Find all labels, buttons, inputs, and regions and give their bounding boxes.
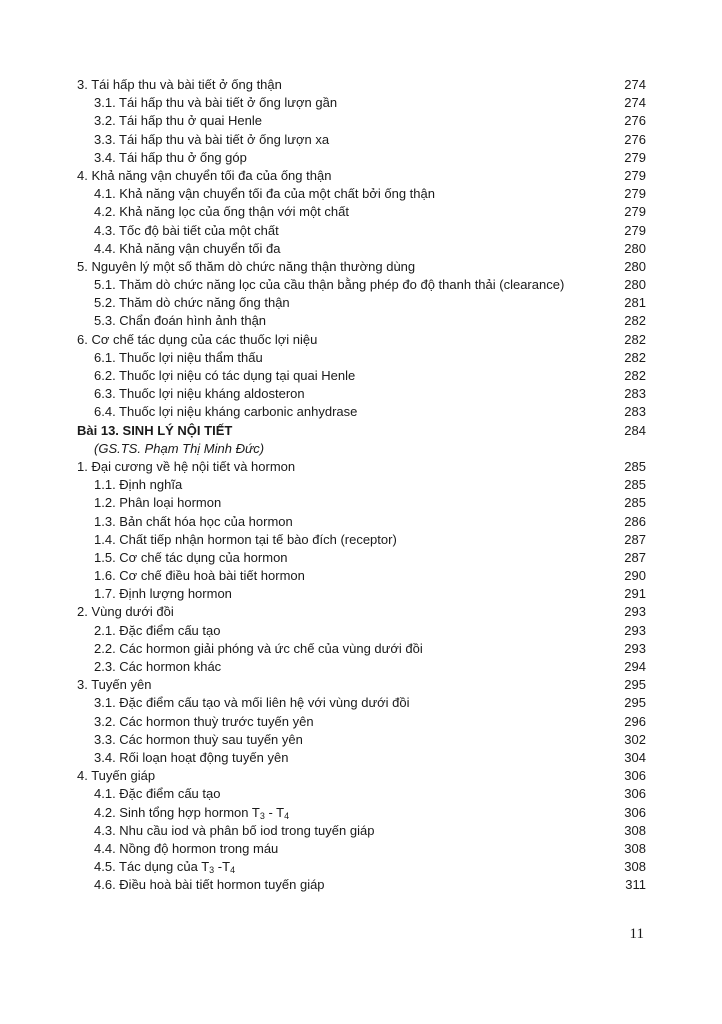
toc-entry-page: 311 [625, 877, 646, 893]
toc-subsection [77, 804, 646, 822]
toc-entry-page: 286 [624, 513, 646, 529]
toc-entry-title: 3.1. Tái hấp thu và bài tiết ở ống lượn gần [94, 95, 338, 111]
toc-entry-page: 282 [624, 331, 646, 347]
toc-entry-title: 4.4. Khả năng vận chuyển tối đa [94, 240, 281, 256]
toc-subsection [77, 403, 646, 421]
toc-section [77, 458, 646, 476]
toc-entry-title: 3.1. Đặc điểm cấu tạo và mối liên hệ với vùng dưới đồi [94, 695, 410, 711]
toc-entry-page: 280 [624, 277, 646, 293]
toc-subsection [77, 585, 646, 603]
toc-entry-page: 282 [624, 349, 646, 365]
table-of-contents [77, 76, 646, 894]
toc-entry-page: 308 [624, 822, 646, 838]
toc-entry-title: 1.1. Định nghĩa [94, 477, 183, 493]
subscript: 3 [259, 810, 265, 821]
toc-entry-title: 2.3. Các hormon khác [94, 659, 222, 674]
toc-entry-page: 281 [624, 295, 646, 311]
toc-subsection [77, 876, 646, 894]
toc-entry-title: 4.3. Tốc độ bài tiết của một chất [94, 222, 279, 238]
toc-entry-title: 6.1. Thuốc lợi niệu thẩm thấu [94, 349, 263, 365]
toc-entry-title: 3.4. Tái hấp thu ở ống góp [94, 149, 247, 165]
toc-section [77, 167, 646, 185]
toc-subsection [77, 185, 646, 203]
toc-entry-title: 1.7. Định lượng hormon [94, 586, 232, 602]
toc-entry-page: 306 [624, 786, 646, 802]
toc-entry-title: 5. Nguyên lý một số thăm dò chức năng thận thường dùng [77, 258, 416, 274]
toc-entry-page: 293 [624, 640, 646, 656]
toc-entry-page: 306 [624, 804, 646, 820]
toc-section [77, 258, 646, 276]
toc-subsection [77, 694, 646, 712]
toc-subsection [77, 531, 646, 549]
toc-entry-title: 4.6. Điều hoà bài tiết hormon tuyến giáp [94, 877, 325, 893]
toc-subsection [77, 622, 646, 640]
toc-entry-title: 4.1. Đặc điểm cấu tạo [94, 786, 221, 802]
toc-entry-page: 285 [624, 458, 646, 474]
toc-entry-title: 3.3. Tái hấp thu và bài tiết ở ống lượn xa [94, 131, 330, 147]
toc-entry-page: 293 [624, 604, 646, 620]
toc-entry-title: 5.3. Chẩn đoán hình ảnh thận [94, 313, 267, 329]
toc-entry-page: 279 [624, 167, 646, 183]
toc-entry-page: 306 [624, 768, 646, 784]
toc-entry-page: 276 [624, 113, 646, 129]
toc-subsection [77, 94, 646, 112]
subscript: 3 [209, 865, 215, 876]
toc-entry-title: 2. Vùng dưới đồi [77, 604, 174, 620]
toc-entry-title-text: 4.5. Tác dụng của T [94, 859, 210, 875]
toc-entry-page: 283 [624, 386, 646, 402]
toc-entry-page: 282 [624, 313, 646, 329]
toc-subsection [77, 840, 646, 858]
toc-subsection [77, 713, 646, 731]
toc-subsection [77, 476, 646, 494]
toc-entry-title-text: - T [264, 804, 285, 820]
toc-entry-title: 4. Tuyến giáp [77, 768, 156, 784]
toc-subsection [77, 385, 646, 403]
toc-entry-title: (GS.TS. Phạm Thị Minh Đức) [94, 440, 265, 456]
toc-author-line [77, 440, 646, 458]
toc-entry-page: 293 [624, 622, 646, 638]
toc-entry-title: 2.2. Các hormon giải phóng và ức chế của vùng dưới đồi [94, 640, 423, 656]
toc-entry-page: 279 [624, 186, 646, 202]
toc-entry-page: 295 [624, 677, 646, 693]
toc-entry-title-text: 4.2. Sinh tổng hợp hormon T [94, 804, 260, 820]
toc-entry-title: 1.3. Bản chất hóa học của hormon [94, 513, 293, 529]
toc-entry-page: 296 [624, 713, 646, 729]
toc-subsection [77, 222, 646, 240]
toc-entry-title [94, 804, 289, 822]
toc-entry-title: 5.2. Thăm dò chức năng ống thận [94, 295, 290, 311]
toc-subsection [77, 112, 646, 130]
toc-entry-page: 274 [624, 95, 646, 111]
toc-entry-title: 6.4. Thuốc lợi niệu kháng carbonic anhydrase [94, 404, 358, 420]
toc-entry-page: 282 [624, 368, 646, 383]
toc-entry-page: 294 [624, 659, 646, 674]
toc-entry-page: 283 [624, 404, 646, 420]
toc-entry-title: Bài 13. SINH LÝ NỘI TIẾT [77, 422, 233, 438]
toc-entry-page: 287 [624, 531, 646, 547]
toc-subsection [77, 749, 646, 767]
toc-entry-page: 295 [624, 695, 646, 711]
toc-entry-page: 285 [624, 477, 646, 493]
toc-entry-title: 4.2. Khả năng lọc của ống thận với một chất [94, 204, 349, 220]
toc-entry-title: 3.2. Tái hấp thu ở quai Henle [94, 113, 263, 129]
toc-subsection [77, 567, 646, 585]
toc-entry-page: 291 [624, 586, 646, 602]
toc-entry-title: 4. Khả năng vận chuyển tối đa của ống thận [77, 167, 332, 183]
toc-entry-title: 1.4. Chất tiếp nhận hormon tại tế bào đích (receptor) [94, 531, 397, 547]
toc-subsection [77, 203, 646, 221]
toc-subsection [77, 131, 646, 149]
toc-subsection [77, 149, 646, 167]
toc-subsection [77, 640, 646, 658]
toc-subsection [77, 276, 646, 294]
toc-entry-page: 276 [624, 131, 646, 147]
toc-entry-page: 308 [624, 859, 646, 875]
toc-entry-title: 3. Tái hấp thu và bài tiết ở ống thận [77, 77, 282, 92]
toc-entry-title: 5.1. Thăm dò chức năng lọc của cầu thận bằng phép đo độ thanh thải (clearance) [94, 277, 565, 293]
toc-entry-page: 280 [624, 240, 646, 256]
toc-chapter-heading [77, 422, 646, 440]
toc-entry-title: 3. Tuyến yên [77, 677, 152, 693]
toc-entry-title: 3.4. Rối loạn hoạt động tuyến yên [94, 749, 289, 765]
subscript: 4 [230, 865, 236, 876]
toc-entry-page: 290 [624, 568, 646, 584]
toc-entry-page: 279 [624, 222, 646, 238]
toc-section [77, 76, 646, 94]
subscript: 4 [284, 810, 290, 821]
toc-entry-title: 3.3. Các hormon thuỳ sau tuyến yên [94, 731, 303, 747]
toc-subsection [77, 312, 646, 330]
toc-entry-title [94, 858, 235, 876]
toc-entry-title: 4.3. Nhu cầu iod và phân bố iod trong tuyến giáp [94, 822, 375, 838]
page-number: 11 [629, 926, 644, 942]
toc-entry-title: 1.2. Phân loại hormon [94, 495, 222, 511]
toc-subsection [77, 549, 646, 567]
toc-entry-title: 3.2. Các hormon thuỳ trước tuyến yên [94, 713, 314, 729]
toc-subsection [77, 349, 646, 367]
toc-entry-page: 279 [624, 204, 646, 220]
toc-subsection [77, 858, 646, 876]
toc-entry-title-text: -T [214, 859, 231, 875]
toc-subsection [77, 240, 646, 258]
toc-entry-page: 304 [624, 749, 646, 765]
toc-subsection [77, 658, 646, 676]
toc-subsection [77, 785, 646, 803]
toc-entry-page: 280 [624, 258, 646, 274]
toc-subsection [77, 367, 646, 385]
toc-section [77, 767, 646, 785]
toc-entry-title: 6.2. Thuốc lợi niệu có tác dụng tại quai Henle [94, 368, 356, 383]
toc-entry-title: 1.5. Cơ chế tác dụng của hormon [94, 549, 288, 565]
toc-entry-title: 6.3. Thuốc lợi niệu kháng aldosteron [94, 386, 305, 402]
toc-subsection [77, 294, 646, 312]
toc-entry-title: 2.1. Đặc điểm cấu tạo [94, 622, 221, 638]
toc-subsection [77, 731, 646, 749]
toc-entry-page: 284 [624, 422, 646, 438]
toc-subsection [77, 494, 646, 512]
toc-entry-title: 6. Cơ chế tác dụng của các thuốc lợi niệu [77, 331, 318, 347]
toc-subsection [77, 822, 646, 840]
toc-entry-title: 4.1. Khả năng vận chuyển tối đa của một chất bởi ống thận [94, 186, 435, 202]
toc-section [77, 331, 646, 349]
toc-section [77, 676, 646, 694]
toc-entry-page: 308 [624, 840, 646, 856]
toc-subsection [77, 513, 646, 531]
toc-entry-title: 1.6. Cơ chế điều hoà bài tiết hormon [94, 568, 305, 584]
toc-entry-page: 279 [624, 149, 646, 165]
toc-entry-title: 4.4. Nồng độ hormon trong máu [94, 840, 279, 856]
toc-section [77, 603, 646, 621]
toc-entry-page: 274 [624, 77, 646, 92]
toc-entry-page: 302 [624, 731, 646, 747]
toc-entry-title: 1. Đại cương về hệ nội tiết và hormon [77, 458, 296, 474]
toc-entry-page: 287 [624, 549, 646, 565]
toc-entry-page: 285 [624, 495, 646, 511]
